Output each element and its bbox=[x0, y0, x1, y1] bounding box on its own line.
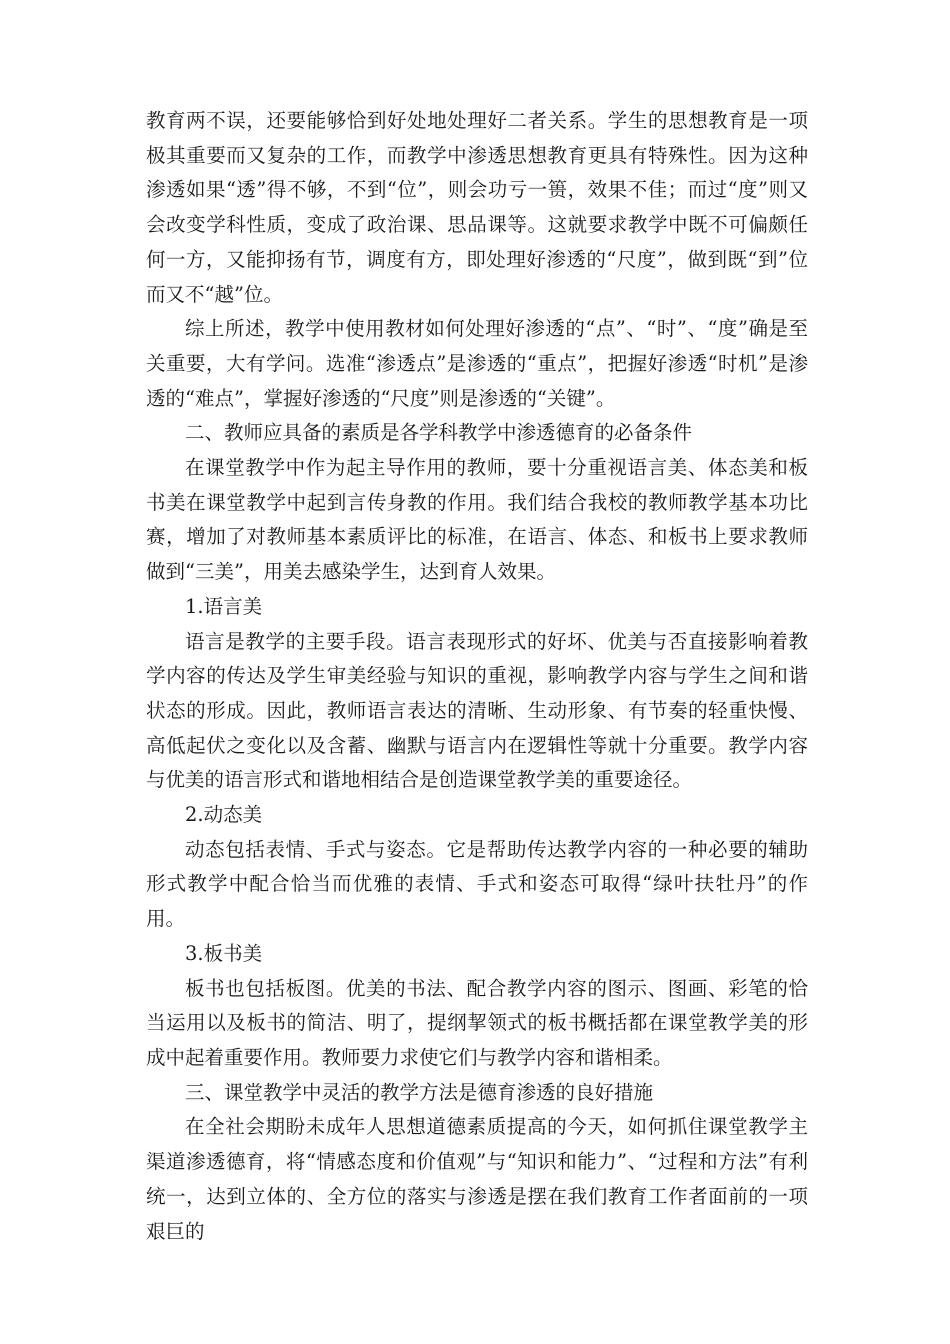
paragraph-language-beauty: 语言是教学的主要手段。语言表现形式的好坏、优美与否直接影响着教学内容的传达及学生审美经验与知识的重视，影响教学内容与学生之间和谐状态的形成。因此，教师语言表达的清晰、生动形象、有节奏的轻重快慢、高低起伏之变化以及含蓄、幽默与语言内在逻辑性等就十分重要。教学内容与优美的语言形式和谐地相结合是创造课堂教学美的重要途径。 bbox=[146, 629, 808, 792]
subheading-dynamic-beauty: 2.动态美 bbox=[185, 803, 263, 827]
paragraph-teaching-methods: 在全社会期盼未成年人思想道德素质提高的今天，如何抓住课堂教学主渠道渗透德育，将“情感态度和价值观”与“知识和能力”、“过程和方法”有利统一，达到立体的、全方位的落实与渗透是摆在我们教育工作者面前的一项艰巨的 bbox=[146, 1115, 808, 1243]
paragraph-teacher-quality: 在课堂教学中作为起主导作用的教师，要十分重视语言美、体态美和板书美在课堂教学中起到言传身教的作用。我们结合我校的教师教学基本功比赛，增加了对教师基本素质评比的标准，在语言、体态、和板书上要求教师做到“三美”，用美去感染学生，达到育人效果。 bbox=[146, 456, 808, 584]
section-heading-3: 三、课堂教学中灵活的教学方法是德育渗透的良好措施 bbox=[185, 1080, 654, 1104]
subheading-language-beauty: 1.语言美 bbox=[185, 594, 263, 618]
paragraph-dynamic-beauty: 动态包括表情、手式与姿态。它是帮助传达教学内容的一种必要的辅助形式教学中配合恰当而优雅的表情、手式和姿态可取得“绿叶扶牡丹”的作用。 bbox=[146, 837, 808, 931]
paragraph-summary: 综上所述，教学中使用教材如何处理好渗透的“点”、“时”、“度”确是至关重要，大有学问。选准“渗透点”是渗透的“重点”，把握好渗透“时机”是渗透的“难点”，掌握好渗透的“尺度”则是渗透的“关键”。 bbox=[146, 317, 808, 410]
subheading-blackboard-beauty: 3.板书美 bbox=[185, 941, 263, 965]
paragraph-blackboard-beauty: 板书也包括板图。优美的书法、配合教学内容的图示、图画、彩笔的恰当运用以及板书的简洁、明了，提纲挈领式的板书概括都在课堂教学美的形成中起着重要作用。教师要力求使它们与教学内容和谐相柔。 bbox=[146, 976, 808, 1069]
document-body bbox=[146, 104, 808, 1249]
paragraph-continuation: 教育两不误，还要能够恰到好处地处理好二者关系。学生的思想教育是一项极其重要而又复杂的工作，而教学中渗透思想教育更具有特殊性。因为这种渗透如果“透”得不够，不到“位”，则会功亏一篑，效果不佳；而过“度”则又会改变学科性质，变成了政治课、思品课等。这就要求教学中既不可偏颇任何一方，又能抑扬有节，调度有方，即处理好渗透的“尺度”，做到既“到”位而又不“越”位。 bbox=[146, 109, 808, 306]
section-heading-2: 二、教师应具备的素质是各学科教学中渗透德育的必备条件 bbox=[185, 421, 693, 445]
